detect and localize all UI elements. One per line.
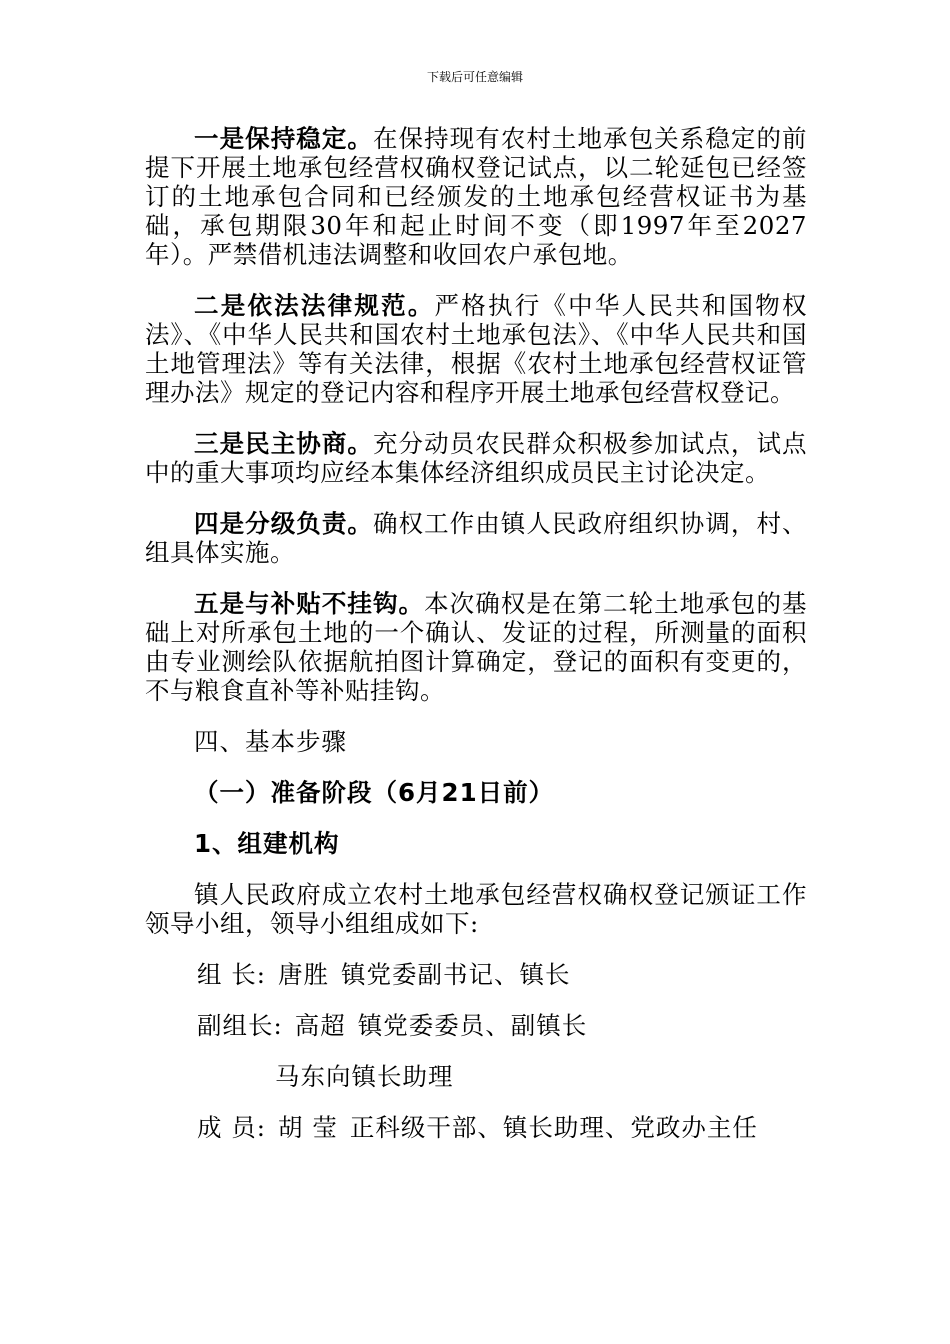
document-body bbox=[145, 124, 807, 1164]
principle-paragraph bbox=[145, 509, 807, 567]
principle-lead: 四是分级负责。 bbox=[194, 509, 373, 538]
member-name: 马东向 bbox=[275, 1062, 352, 1091]
principle-text: 在保持现有农村土地承包关系稳定的前提下开展土地承包经营权确权登记试点，以二轮延包已经签订的土地承包合同和已经颁发的土地承包经营权证书为基础，承包期限30年和起止时间不变（即1997年至2027年）。严禁借机违法调整和收回农户承包地。 bbox=[145, 124, 808, 269]
principle-lead: 三是民主协商。 bbox=[194, 429, 373, 458]
member-row bbox=[145, 1062, 807, 1091]
principle-paragraph bbox=[145, 429, 807, 487]
header-note: 下载后可任意编辑 bbox=[426, 70, 523, 84]
principle-paragraph bbox=[145, 124, 807, 269]
principle-text: 严格执行《中华人民共和国物权法》、《中华人民共和国农村土地承包法》、《中华人民共和国土地管理法》等有关法律，根据《农村土地承包经营权证管理办法》规定的登记内容和程序开展土地承包经营权登记。 bbox=[145, 291, 807, 407]
member-name: 唐胜 bbox=[278, 960, 330, 989]
member-name: 高超 bbox=[294, 1011, 346, 1040]
principle-text: 确权工作由镇人民政府组织协调，村、组具体实施。 bbox=[145, 509, 808, 567]
member-name: 胡 莹 bbox=[278, 1113, 338, 1142]
principle-text: 本次确权是在第二轮土地承包的基础上对所承包土地的一个确认、发证的过程，所测量的面积由专业测绘队依据航拍图计算确定，登记的面积有变更的，不与粮食直补等补贴挂钩。 bbox=[145, 589, 808, 705]
member-title: 正科级干部、镇长助理、党政办主任 bbox=[349, 1113, 758, 1142]
member-title: 镇长助理 bbox=[351, 1062, 454, 1091]
principle-text: 充分动员农民群众积极参加试点，试点中的重大事项均应经本集体经济组织成员民主讨论决定。 bbox=[145, 429, 808, 487]
principle-paragraph bbox=[145, 589, 807, 705]
item-heading: 1、组建机构 bbox=[194, 829, 340, 858]
section-heading: 四、基本步骤 bbox=[194, 727, 347, 756]
stage-heading: （一）准备阶段（6月21日前） bbox=[194, 778, 555, 807]
principle-lead: 五是与补贴不挂钩。 bbox=[194, 589, 425, 618]
principle-lead: 一是保持稳定。 bbox=[194, 124, 373, 153]
principle-lead: 二是依法法律规范。 bbox=[194, 291, 435, 320]
principle-paragraph bbox=[145, 291, 807, 407]
member-row bbox=[145, 1011, 807, 1040]
member-role: 副组长: bbox=[197, 1011, 283, 1040]
member-title: 镇党委委员、副镇长 bbox=[357, 1011, 588, 1040]
member-title: 镇党委副书记、镇长 bbox=[341, 960, 571, 989]
intro-paragraph: 镇人民政府成立农村土地承包经营权确权登记颁证工作领导小组，领导小组组成如下: bbox=[145, 880, 807, 938]
member-row bbox=[145, 1113, 807, 1142]
member-row bbox=[145, 960, 807, 989]
member-role: 成 员: bbox=[197, 1113, 267, 1142]
member-role: 组 长: bbox=[197, 960, 267, 989]
